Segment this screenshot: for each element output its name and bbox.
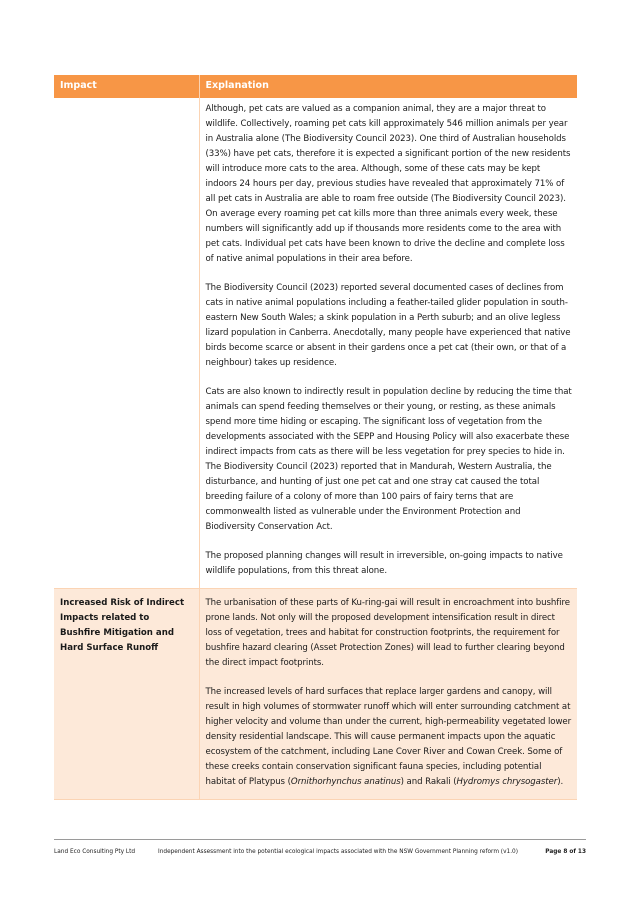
footer-divider bbox=[54, 839, 586, 840]
explanation-paragraph: Although, pet cats are valued as a companion animal, they are a major threat to wildlife. Collectively, roaming pet cats kill approximately 546 million animals per year in Australia alone (The Biodiversity Council 2023). One third of Australian households (33%) have pet cats, therefore it is expected a significant portion of the new residents will introduce more cats to the area. Although, some of these cats may be kept indoors 24 hours per day, previous studies have revealed that approximately 71% of all pet cats in Australia are able to roam free outside (The Biodiversity Council 2023). On average every roaming pet cat kills more than three animals every week, these numbers will significantly add up if thousands more residents come to the area with pet cats. Individual pet cats have been known to drive the decline and complete loss of native animal populations in their area before. bbox=[205, 104, 571, 264]
explanation-cell bbox=[199, 589, 577, 800]
impact-label bbox=[54, 98, 199, 105]
page-footer bbox=[54, 849, 586, 861]
explanation-paragraph: The urbanisation of these parts of Ku-ring-gai will result in encroachment into bushfire prone lands. Not only will the proposed development intensification result in direct loss of vegetation, trees and habitat for construction footprints, the requirement for bushfire hazard clearing (Asset Protection Zones) will lead to further clearing beyond the direct impact footprints. bbox=[205, 598, 570, 668]
paragraph-text: The increased levels of hard surfaces that replace larger gardens and canopy, will result in high volumes of stormwater runoff which will enter surrounding catchment at higher velocity and volume than under the current, high-permeability vegetated lower density residential landscape. This will cause permanent impacts upon the aquatic ecosystem of the catchment, including Lane Cover River and Cowan Creek. Some of these creeks contain conservation significant fauna species, including potential habitat of Platypus ( bbox=[205, 687, 572, 787]
impact-cell bbox=[54, 589, 199, 800]
explanation-paragraph: The proposed planning changes will result in irreversible, on-going impacts to native wildlife populations, from this threat alone. bbox=[205, 551, 563, 576]
table-row bbox=[54, 589, 577, 800]
table-header-row bbox=[54, 75, 577, 98]
footer-page-number: Page 8 of 13 bbox=[545, 849, 586, 855]
footer-document-title: Independent Assessment into the potential ecological impacts associated with the NSW Government Planning reform (v1.0) bbox=[158, 849, 518, 855]
explanation-paragraph: Cats are also known to indirectly result in population decline by reducing the time that animals can spend feeding themselves or their young, or resting, as these animals spend more time hiding or escaping. The significant loss of vegetation from the developments associated with the SEPP and Housing Policy will also exacerbate these indirect impacts from cats as there will be less vegetation for prey species to hide in. The Biodiversity Council (2023) reported that in Mandurah, Western Australia, the disturbance, and hunting of just one pet cat and one stray cat caused the total breeding failure of a colony of more than 100 pairs of fairy terns that are commonwealth listed as vulnerable under the Environment Protection and Biodiversity Conservation Act. bbox=[205, 387, 572, 532]
paragraph-text: ) and Rakali ( bbox=[400, 777, 457, 787]
footer-company: Land Eco Consulting Pty Ltd bbox=[54, 849, 136, 855]
paragraph-text: ). bbox=[557, 777, 564, 787]
explanation-column-header: Explanation bbox=[199, 75, 577, 98]
impact-cell bbox=[54, 98, 199, 589]
explanation-paragraph: The Biodiversity Council (2023) reported several documented cases of declines from cats in native animal populations including a feather-tailed glider population in south-eastern New South Wales; a skink population in a Perth suburb; and an olive legless lizard population in Canberra. Anecdotally, many people have experienced that native birds become scarce or absent in their gardens once a pet cat (their own, or that of a neighbour) takes up residence. bbox=[205, 283, 571, 368]
impact-table bbox=[54, 75, 577, 800]
impact-label: Increased Risk of Indirect Impacts related to Bushfire Mitigation and Hard Surface Runoff bbox=[60, 598, 185, 653]
species-name: Ornithorhynchus anatinus bbox=[290, 777, 401, 787]
table-row bbox=[54, 98, 577, 589]
species-name: Hydromys chrysogaster bbox=[456, 777, 558, 787]
explanation-paragraph bbox=[206, 685, 573, 790]
explanation-cell bbox=[199, 98, 577, 589]
impact-column-header: Impact bbox=[54, 75, 199, 98]
